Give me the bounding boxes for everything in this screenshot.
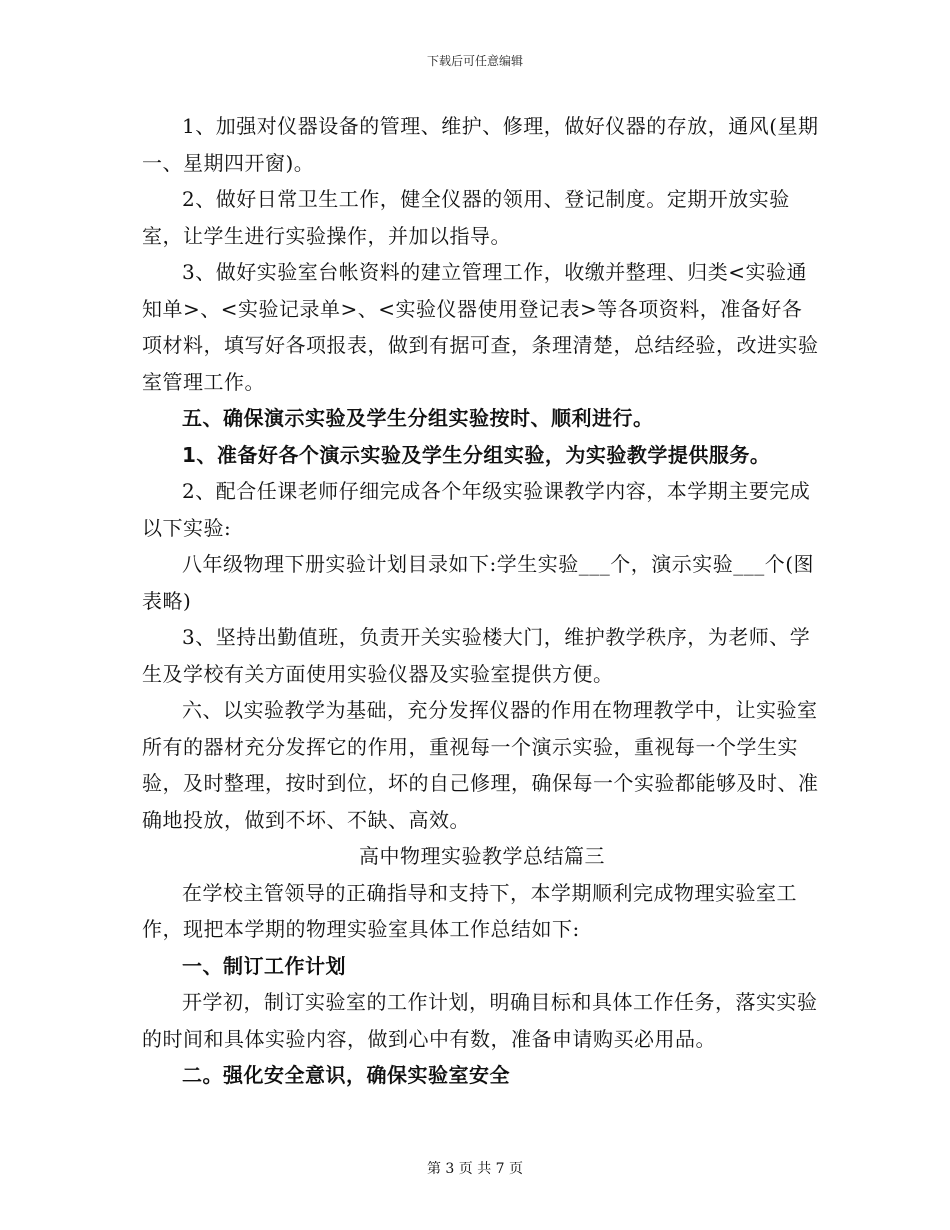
paragraph-records-management: 3、做好实验室台帐资料的建立管理工作，收缴并整理、归类<实验通知单>、<实验记录单>、<实验仪器使用登记表>等各项资料，准备好各项材料，填写好各项报表，做到有据可查，条理清楚，总结经验，改进实验室管理工作。 — [142, 260, 819, 394]
section-heading-one: 一、制订工作计划 — [182, 953, 346, 978]
page-number: 第 3 页 共 7 页 — [426, 1161, 524, 1177]
paragraph-work-plan: 开学初，制订实验室的工作计划，明确目标和具体工作任务，落实实验的时间和具体实验内容，做到心中有数，准备申请购买必用品。 — [142, 990, 818, 1051]
page-header: 下载后可任意编辑 — [426, 54, 523, 68]
section-heading-five: 五、确保演示实验及学生分组实验按时、顺利进行。 — [182, 406, 654, 430]
paragraph-section-six: 六、以实验教学为基础，充分发挥仪器的作用在物理教学中，让实验室所有的器材充分发挥它的作用，重视每一个演示实验，重视每一个学生实验，及时整理，按时到位，坏的自己修理，确保每一个实验都能够及时、准确地投放，做到不坏、不缺、高效。 — [142, 698, 819, 832]
section-heading-two: 二。强化安全意识，确保实验室安全 — [182, 1063, 510, 1087]
paragraph-experiment-plan: 八年级物理下册实验计划目录如下:学生实验___个，演示实验___个(图表略) — [142, 552, 815, 613]
paragraph-daily-hygiene: 2、做好日常卫生工作，健全仪器的领用、登记制度。定期开放实验室，让学生进行实验操作，并加以指导。 — [142, 187, 790, 248]
subheading-prepare-experiments: 1、准备好各个演示实验及学生分组实验，为实验教学提供服务。 — [182, 442, 771, 467]
paragraph-duty: 3、坚持出勤值班，负责开关实验楼大门，维护教学秩序，为老师、学生及学校有关方面使用实验仪器及实验室提供方便。 — [142, 625, 811, 686]
article-title: 高中物理实验教学总结篇三 — [359, 844, 605, 868]
document-body — [142, 108, 822, 1094]
paragraph-equipment-maintenance: 1、加强对仪器设备的管理、维护、修理，做好仪器的存放，通风(星期一、星期四开窗)。 — [142, 114, 819, 175]
paragraph-intro: 在学校主管领导的正确指导和支持下，本学期顺利完成物理实验室工作，现把本学期的物理实验室具体工作总结如下: — [142, 880, 797, 941]
paragraph-cooperate-teachers: 2、配合任课老师仔细完成各个年级实验课教学内容，本学期主要完成以下实验: — [142, 479, 811, 540]
